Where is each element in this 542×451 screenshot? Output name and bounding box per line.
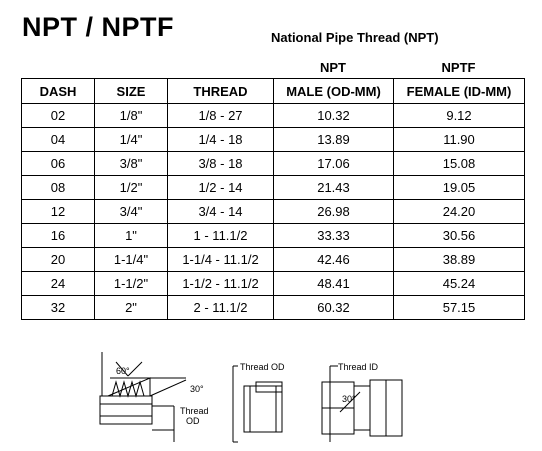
cell-thread: 1/2 - 14 — [168, 176, 274, 200]
cell-male-od: 60.32 — [274, 296, 394, 320]
cell-size: 2" — [95, 296, 168, 320]
nptf-group-header: NPTF — [441, 60, 476, 75]
cell-size: 1/8" — [95, 104, 168, 128]
cell-thread: 3/4 - 14 — [168, 200, 274, 224]
page-subtitle: National Pipe Thread (NPT) — [271, 30, 439, 45]
table-row — [22, 224, 525, 248]
page-title: NPT / NPTF — [22, 12, 174, 42]
cell-dash: 20 — [22, 248, 95, 272]
cell-thread: 3/8 - 18 — [168, 152, 274, 176]
thread-od-label-line2: OD — [186, 416, 200, 426]
cell-female-id: 57.15 — [394, 296, 525, 320]
cell-female-id: 11.90 — [394, 128, 525, 152]
table-row — [22, 272, 525, 296]
cell-size: 1-1/2" — [95, 272, 168, 296]
cell-dash: 24 — [22, 272, 95, 296]
angle-30-label: 30° — [190, 384, 204, 394]
cell-female-id: 15.08 — [394, 152, 525, 176]
table-body — [22, 104, 525, 320]
thread-id-label: Thread ID — [338, 362, 379, 372]
thread-od-label: Thread OD — [240, 362, 285, 372]
male-fitting-drawing — [100, 352, 186, 442]
female-nut-drawing — [233, 366, 282, 442]
table-row — [22, 176, 525, 200]
column-header-male: MALE (OD-MM) — [274, 79, 394, 104]
cell-dash: 04 — [22, 128, 95, 152]
cell-size: 3/8" — [95, 152, 168, 176]
cell-female-id: 24.20 — [394, 200, 525, 224]
cell-female-id: 45.24 — [394, 272, 525, 296]
table-row — [22, 248, 525, 272]
column-header-thread: THREAD — [168, 79, 274, 104]
cell-thread: 1 - 11.1/2 — [168, 224, 274, 248]
cell-female-id: 30.56 — [394, 224, 525, 248]
fitting-diagrams — [90, 352, 460, 448]
npt-group-header: NPT — [320, 60, 346, 75]
column-header-dash: DASH — [22, 79, 95, 104]
cell-male-od: 26.98 — [274, 200, 394, 224]
table-row — [22, 104, 525, 128]
table-row — [22, 152, 525, 176]
table-header-row — [22, 79, 525, 104]
cell-female-id: 38.89 — [394, 248, 525, 272]
cell-size: 1/4" — [95, 128, 168, 152]
thread-table — [21, 78, 525, 320]
cell-size: 1" — [95, 224, 168, 248]
cell-dash: 08 — [22, 176, 95, 200]
column-header-size: SIZE — [95, 79, 168, 104]
cell-thread: 1/4 - 18 — [168, 128, 274, 152]
column-header-female: FEMALE (ID-MM) — [394, 79, 525, 104]
thread-od-label-line1: Thread — [180, 406, 209, 416]
cell-male-od: 13.89 — [274, 128, 394, 152]
cell-thread: 1-1/2 - 11.1/2 — [168, 272, 274, 296]
cell-dash: 16 — [22, 224, 95, 248]
cell-size: 1/2" — [95, 176, 168, 200]
cell-male-od: 17.06 — [274, 152, 394, 176]
table-row — [22, 296, 525, 320]
cell-female-id: 19.05 — [394, 176, 525, 200]
cell-dash: 12 — [22, 200, 95, 224]
cell-size: 1-1/4" — [95, 248, 168, 272]
table-row — [22, 128, 525, 152]
cell-dash: 02 — [22, 104, 95, 128]
cell-dash: 06 — [22, 152, 95, 176]
cell-male-od: 21.43 — [274, 176, 394, 200]
angle-60-label: 60° — [116, 366, 130, 376]
angle-30b-label: 30° — [342, 394, 356, 404]
cell-male-od: 48.41 — [274, 272, 394, 296]
cell-thread: 1/8 - 27 — [168, 104, 274, 128]
cell-dash: 32 — [22, 296, 95, 320]
table-row — [22, 200, 525, 224]
cell-thread: 2 - 11.1/2 — [168, 296, 274, 320]
cell-male-od: 10.32 — [274, 104, 394, 128]
swivel-female-drawing — [322, 366, 402, 442]
cell-male-od: 42.46 — [274, 248, 394, 272]
cell-size: 3/4" — [95, 200, 168, 224]
cell-thread: 1-1/4 - 11.1/2 — [168, 248, 274, 272]
cell-male-od: 33.33 — [274, 224, 394, 248]
cell-female-id: 9.12 — [394, 104, 525, 128]
